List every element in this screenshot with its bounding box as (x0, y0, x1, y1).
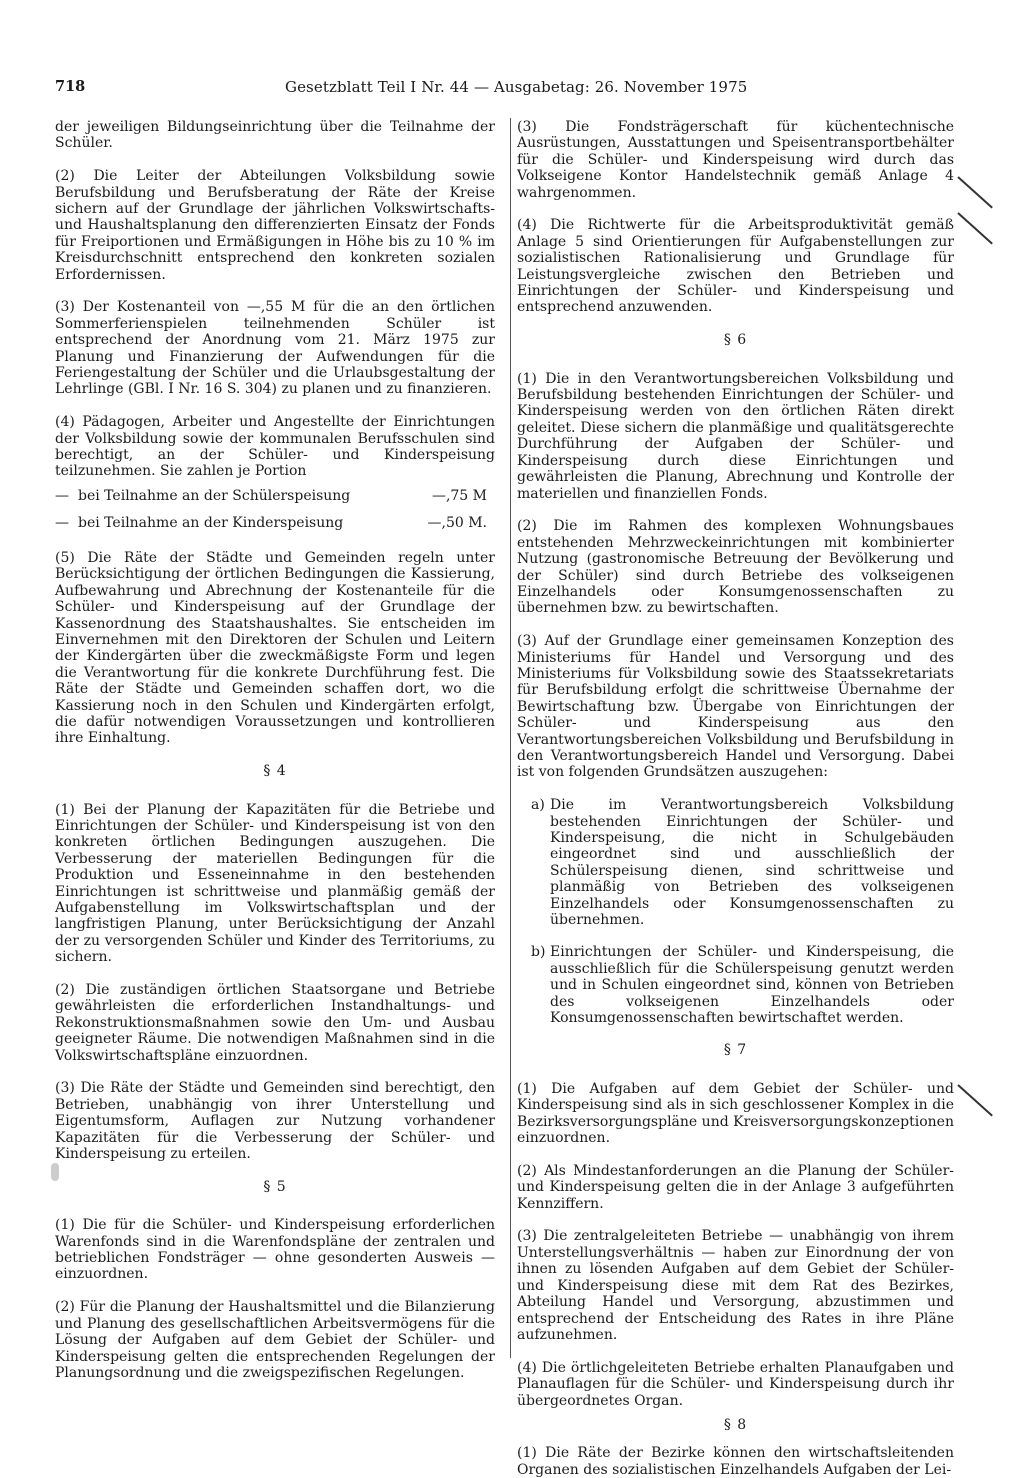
paragraph: (2) Die zuständigen örtlichen Staatsorgane und Betriebe gewährleisten die erforderlichen Instandhaltungs- und Rekonstruktionsmaßnahmen sowie den Um- und Ausbau geeigneter Räume. Die notwendigen Maßnahmen sind in die Volkswirtschaftspläne einzuordnen. (55, 982, 495, 1064)
paragraph: (3) Die Fondsträgerschaft für küchentechnische Ausrüstungen, Ausstattungen und Speisentransportbehälter für die Schüler- und Kinderspeisung wird durch das Volkseigene Kontor Handelstechnik gemäß Anlage 4 wahrgenommen. (517, 119, 954, 201)
section-heading: § 8 (723, 1416, 748, 1433)
fee-amount: —,50 M. (427, 514, 487, 531)
paragraph: (2) Für die Planung der Haushaltsmittel und die Bilanzierung und Planung des gesellschaftlichen Arbeitsvermögens für die Lösung der Aufgaben auf dem Gebiet der Schüler- und Kinderspeisung gelten die entsprechenden Regelungen der Planungsordnung und die zweigspezifischen Regelungen. (55, 1299, 495, 1381)
dash: — (55, 514, 69, 531)
margin-mark (957, 176, 993, 208)
paragraph: (1) Bei der Planung der Kapazitäten für die Betriebe und Einrichtungen der Schüler- und Kinderspeisung ist von den konkreten örtlichen Bedingungen auszugehen. Die Verbesserung der materiellen Bedingungen für die Produktion und Esseneinnahme in den bestehenden Einrichtungen ist schrittweise und planmäßig gemäß der Aufgabenstellung im Volkswirtschaftsplan und der langfristigen Planung, unter Berücksichtigung der Anzahl der zu versorgenden Schüler und Kinder des Territoriums, zu sichern. (55, 801, 495, 966)
column-divider (510, 118, 511, 1358)
paragraph: (2) Als Mindestanforderungen an die Planung der Schüler- und Kinderspeisung gelten die in der Anlage 3 aufgeführten Kennziffern. (517, 1162, 954, 1212)
paragraph: der jeweiligen Bildungseinrichtung über die Teilnahme der Schüler. (55, 119, 495, 152)
section-heading: § 4 (263, 763, 287, 780)
right-column (517, 119, 954, 1478)
page-number: 718 (55, 78, 86, 95)
margin-mark (957, 212, 993, 244)
header-title: Gesetzblatt Teil I Nr. 44 — Ausgabetag: 26. November 1975 (285, 78, 748, 96)
paragraph: (2) Die Leiter der Abteilungen Volksbildung sowie Berufsbildung und Berufsberatung der Räte der Kreise sichern auf der Grundlage der jährlichen Volkswirtschafts- und Haushaltsplanung den differenzierten Einsatz der Fonds für Freiportionen und Ermäßigungen in Höhe bis zu 10 % im Kreisdurchschnitt entsprechend den konkreten sozialen Erfordernissen. (55, 168, 495, 283)
list-label: b) (531, 944, 546, 961)
paragraph: (1) Die Räte der Bezirke können den wirtschaftsleitenden Organen des sozialistischen Einzelhandels Aufgaben der Lei- (517, 1445, 954, 1478)
fee-label: bei Teilnahme an der Schülerspeisung (78, 487, 351, 504)
paragraph: (3) Die zentralgeleiteten Betriebe — unabhängig von ihrem Unterstellungsverhältnis — haben zur Einordnung der von ihnen zu lösenden Aufgaben auf dem Gebiet der Schüler- und Kinderspeisung diese mit dem Rat des Bezirkes, Abteilung Handel und Versorgung, abzustimmen und entsprechend der Entscheidung des Rates in ihre Pläne aufzunehmen. (517, 1228, 954, 1343)
paragraph: (4) Die Richtwerte für die Arbeitsproduktivität gemäß Anlage 5 sind Orientierungen für Aufgabenstellungen zur sozialistischen Rationalisierung und Grundlage für Leistungsvergleiche zwischen den Betrieben und Einrichtungen der Schüler- und Kinderspeisung und entsprechend anzuwenden. (517, 217, 954, 316)
left-column (55, 119, 495, 1381)
paragraph: (3) Die Räte der Städte und Gemeinden sind berechtigt, den Betrieben, unabhängig von ihrer Unterstellung und Eigentumsform, Auflagen zur Nutzung vorhandener Kapazitäten für die Verbesserung der Schüler- und Kinderspeisung zu erteilen. (55, 1080, 495, 1163)
paragraph: (4) Die örtlichgeleiteten Betriebe erhalten Planaufgaben und Planauflagen für die Schüler- und Kinderspeisung durch ihr übergeordnetes Organ. (517, 1359, 954, 1409)
section-heading: § 7 (723, 1042, 748, 1059)
fee-item (55, 515, 495, 542)
list-item (517, 944, 954, 1026)
list-text: Einrichtungen der Schüler- und Kinderspeisung, die ausschließlich für die Schülerspeisung genutzt werden und in Schulen eingeordnet sind, können von Betrieben des volkseigenen Einzelhandels oder Konsumgenossenschaften bewirtschaftet werden. (550, 944, 954, 1027)
paragraph: (4) Pädagogen, Arbeiter und Angestellte der Einrichtungen der Volksbildung sowie der kommunalen Berufsschulen sind berechtigt, an der Schüler- und Kinderspeisung teilzunehmen. Sie zahlen je Portion (55, 414, 495, 480)
paragraph: (2) Die im Rahmen des komplexen Wohnungsbaues entstehenden Mehrzweckeinrichtungen mit kombinierter Nutzung (gastronomische Betreuung der Bevölkerung und der Schüler) sind durch Betriebe des volkseigenen Einzelhandels oder Konsumgenossenschaften zu übernehmen bzw. zu bewirtschaften. (517, 518, 954, 617)
section-heading: § 6 (723, 332, 748, 349)
paragraph: (1) Die Aufgaben auf dem Gebiet der Schüler- und Kinderspeisung sind als in sich geschlossener Komplex in die Bezirksversorgungspläne und Kreisversorgungskonzeptionen einzuordnen. (517, 1080, 954, 1147)
paragraph: (3) Der Kostenanteil von —,55 M für die an den örtlichen Sommerferienspielen teilnehmenden Schüler ist entsprechend der Anordnung vom 21. März 1975 zur Planung und Finanzierung der Aufwendungen für die Feriengestaltung der Schüler und die Urlaubsgestaltung der Lehrlinge (GBl. I Nr. 16 S. 304) zu planen und zu finanzieren. (55, 299, 495, 398)
paragraph: (3) Auf der Grundlage einer gemeinsamen Konzeption des Ministeriums für Handel und Versorgung und des Ministeriums für Volksbildung sowie des Staatssekretariats für Berufsbildung erfolgt die schrittweise Übernahme der Bewirtschaftung bzw. Übergabe von Einrichtungen der Schüler- und Kinderspeisung aus den Verantwortungsbereichen Volksbildung und Berufsbildung in den Verantwortungsbereich Handel und Versorgung. Dabei ist von folgenden Grundsätzen auszugehen: (517, 633, 954, 781)
fee-item (55, 488, 495, 515)
page-header (55, 78, 945, 100)
paragraph: (5) Die Räte der Städte und Gemeinden regeln unter Berücksichtigung der örtlichen Bedingungen die Kassierung, Aufbewahrung und Abrechnung der Kostenanteile für die Schüler- und Kinderspeisung auf der Grundlage der Kassenordnung des Staatshaushaltes. Sie entscheiden im Einvernehmen mit den Direktoren der Schulen und Leitern der Kindergärten über die zweckmäßigste Form und legen die Verantwortung für die konkrete Durchführung fest. Die Räte der Städte und Gemeinden schaffen dort, wo die Kassierung noch in den Schulen und Kindergärten erfolgt, die dafür notwendigen Voraussetzungen und kontrollieren ihre Einhaltung. (55, 549, 495, 747)
dash: — (55, 487, 69, 504)
section-heading: § 5 (263, 1178, 287, 1195)
list-item (517, 797, 954, 928)
paragraph: (1) Die in den Verantwortungsbereichen Volksbildung und Berufsbildung bestehenden Einrichtungen der Schüler- und Kinderspeisung werden von den örtlichen Räten direkt geleitet. Diese sichern die planmäßige und qualitätsgerechte Durchführung der Aufgaben der Schüler- und Kinderspeisung durch diese Einrichtungen und gewährleisten die Planung, Abrechnung und Kontrolle der materiellen und finanziellen Fonds. (517, 370, 954, 502)
list-label: a) (531, 797, 545, 814)
margin-mark (957, 1084, 993, 1116)
list-text: Die im Verantwortungsbereich Volksbildung bestehenden Einrichtungen der Schüler- und Kinderspeisung, die nicht in Schulgebäuden eingeordnet sind und ausschließlich der Schülerspeisung dienen, sind schrittweise und planmäßig von Betrieben des volkseigenen Einzelhandels oder Konsumgenossenschaften zu übernehmen. (550, 797, 954, 929)
fee-label: bei Teilnahme an der Kinderspeisung (78, 514, 344, 531)
fee-amount: —,75 M (431, 487, 487, 504)
paragraph: (1) Die für die Schüler- und Kinderspeisung erforderlichen Warenfonds sind in die Warenfondspläne der zentralen und betrieblichen Fondsträger — ohne gesonderten Ausweis — einzuordnen. (55, 1217, 495, 1283)
